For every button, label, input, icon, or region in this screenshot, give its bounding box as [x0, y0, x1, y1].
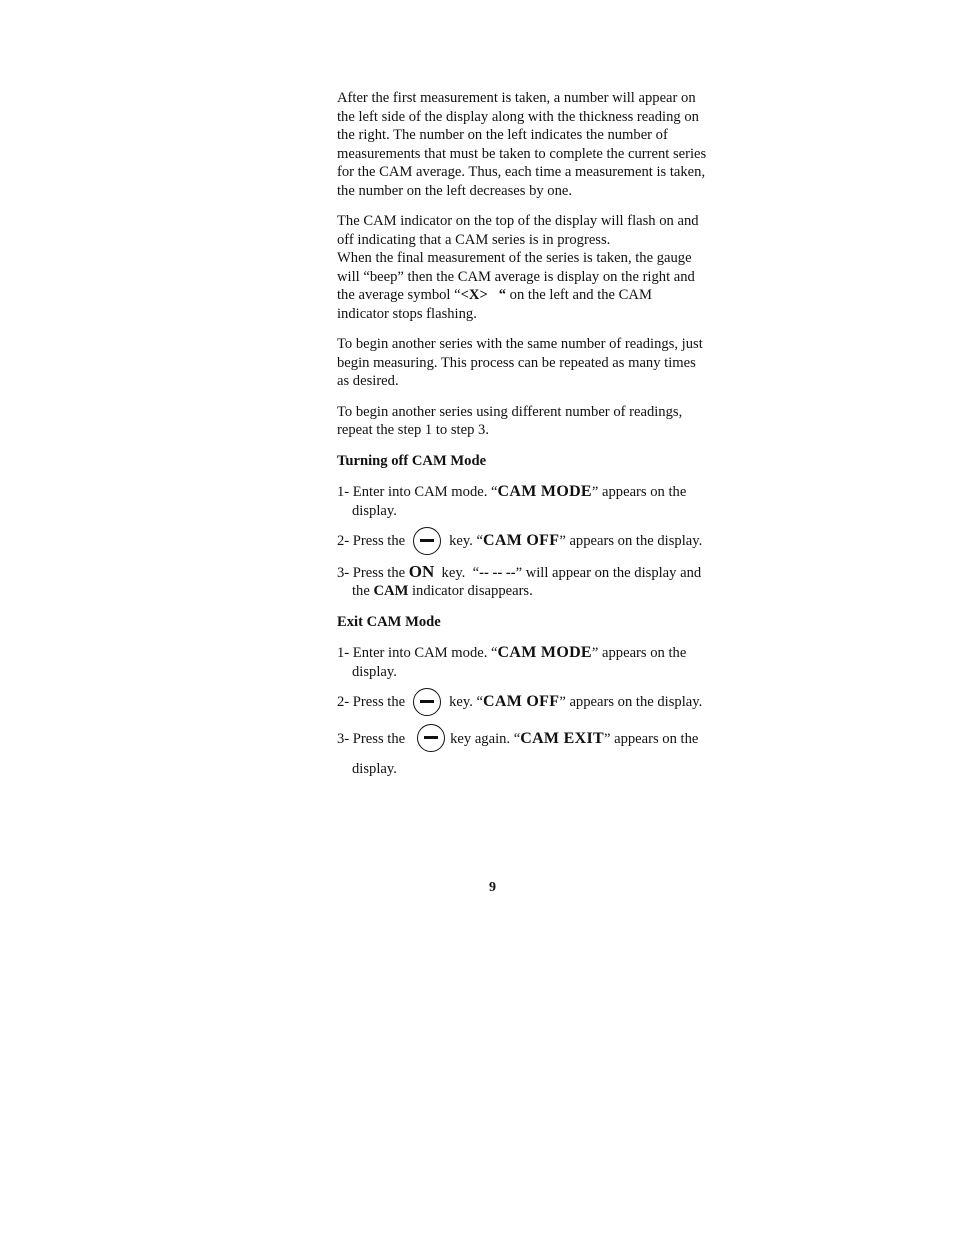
- paragraph-same-readings: To begin another series with the same number of readings, just begin measuring. This process can be repeated as many times as desired.: [337, 336, 703, 389]
- turnoff-step-1: [337, 483, 707, 520]
- step-text: indicator disappears.: [408, 583, 533, 599]
- display-dashes: -- -- --: [479, 564, 516, 581]
- step-text: ” appears on the display.: [559, 533, 703, 549]
- final-measurement-text-end: on the left and the CAM indicator stops flashing.: [337, 287, 652, 322]
- step-text: ” appears on the display.: [559, 694, 703, 710]
- exit-step-1: [337, 644, 707, 681]
- display-cam-off: CAM OFF: [483, 532, 560, 549]
- average-symbol: <X> “: [460, 287, 507, 303]
- page-number: 9: [489, 880, 496, 895]
- step-text: 3- Press the: [337, 730, 406, 747]
- step-text: ” appears on the display.: [352, 484, 687, 519]
- exit-step-3: [337, 724, 707, 784]
- step-text: ” will appear on the display and the: [352, 564, 702, 599]
- display-cam-mode: CAM MODE: [497, 644, 592, 661]
- paragraph-cam-count: After the first measurement is taken, a number will appear on the left side of the display along with the thickness reading on the right. The number on the left indicates the number of measurements that must be taken to complete the current series for the CAM average. Thus, each time a measurement is taken, the number on the left decreases by one.: [337, 90, 707, 199]
- step-text: 1- Enter into CAM mode. “: [337, 484, 498, 500]
- step-text: key. “: [434, 564, 480, 581]
- display-cam-exit: CAM EXIT: [520, 729, 604, 747]
- step-text: 2- Press the: [337, 694, 406, 710]
- exit-step-2: [337, 693, 707, 712]
- turnoff-step-2: [337, 532, 707, 551]
- step-text: key again. “: [450, 730, 521, 747]
- step-text: key. “: [449, 533, 484, 549]
- manual-page-body: [337, 89, 707, 796]
- step-text: ” appears on the display.: [352, 645, 687, 680]
- minus-key-icon: [413, 527, 441, 555]
- final-measurement-text: When the final measurement of the series is taken, the gauge will “beep” then the CAM average is display on the right and the average symbol “: [337, 250, 695, 303]
- minus-key-icon: [417, 724, 445, 752]
- display-cam-mode: CAM MODE: [497, 483, 592, 500]
- display-cam-off: CAM OFF: [483, 693, 560, 710]
- step-text: ” appears on the display.: [352, 730, 699, 777]
- cam-indicator-label: CAM: [373, 583, 409, 599]
- minus-key-icon: [413, 688, 441, 716]
- heading-exit-cam: Exit CAM Mode: [337, 613, 441, 630]
- on-key-label: ON: [408, 561, 435, 581]
- paragraph-different-readings: To begin another series using different number of readings, repeat the step 1 to step 3.: [337, 403, 683, 438]
- heading-turning-off-cam: Turning off CAM Mode: [337, 452, 487, 469]
- step-text: 1- Enter into CAM mode. “: [337, 645, 498, 661]
- step-text: 2- Press the: [337, 533, 406, 549]
- step-text: 3- Press the: [337, 564, 409, 581]
- paragraph-cam-indicator: [337, 212, 707, 323]
- cam-indicator-text: The CAM indicator on the top of the display will flash on and off indicating that a CAM series is in progress.: [337, 213, 699, 248]
- step-text: key. “: [449, 694, 484, 710]
- turnoff-step-3: [337, 563, 707, 601]
